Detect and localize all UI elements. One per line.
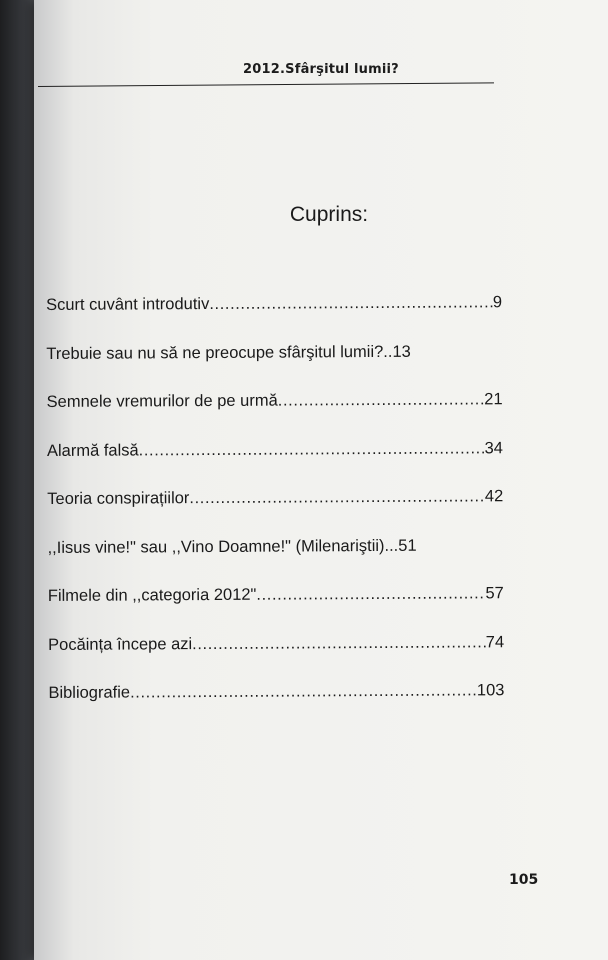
toc-entry — [47, 487, 503, 538]
toc-entry-title: Trebuie sau nu să ne preocupe sfârşitul lumii?.. — [46, 342, 393, 363]
toc-entry-page: 51 — [398, 536, 417, 555]
toc-entry-page: 21 — [484, 390, 503, 409]
toc-entry — [48, 633, 504, 684]
toc-leader-dots — [189, 487, 485, 508]
toc-entry-title: Bibliografie — [48, 683, 131, 702]
toc-entry-title: Teoria conspirațiilor — [47, 489, 190, 508]
toc-entry-page: 9 — [492, 293, 503, 312]
book-page — [34, 0, 608, 960]
toc-entry-title: Pocăința începe azi — [48, 634, 193, 654]
toc-entry — [46, 342, 502, 393]
toc-entry — [46, 293, 502, 344]
toc-title: Cuprins: — [289, 203, 369, 226]
toc-leader-dots — [209, 293, 493, 314]
toc-entry-title: Filmele din ,,categoria 2012" — [47, 585, 257, 605]
toc-entry-title: ,,Iisus vine!" sau ,,Vino Doamne!" (Milenariştii)... — [47, 536, 399, 557]
toc-entry-title: Alarmă falsă — [46, 440, 139, 460]
toc-entry-page: 74 — [485, 632, 505, 651]
toc-entry-page: 103 — [476, 681, 505, 700]
toc-entry — [48, 681, 504, 732]
toc-entry — [47, 439, 503, 490]
toc-entry — [48, 584, 504, 635]
toc-entry — [47, 390, 503, 441]
running-head: 2012.Sfârşitul lumii? — [243, 62, 399, 77]
page-number: 105 — [509, 872, 539, 888]
toc-leader-dots — [256, 584, 485, 604]
toc-entry — [47, 536, 503, 587]
table-of-contents — [46, 293, 505, 732]
header-rule — [38, 82, 494, 87]
toc-entry-page: 42 — [484, 487, 504, 506]
toc-leader-dots — [139, 439, 485, 460]
toc-entry-title: Scurt cuvânt introdutiv — [46, 295, 210, 314]
toc-entry-page: 13 — [392, 342, 411, 361]
toc-entry-title: Semnele vremurilor de pe urmă — [46, 391, 278, 411]
toc-entry-page: 57 — [485, 584, 504, 603]
toc-entry-page: 34 — [484, 438, 503, 457]
toc-leader-dots — [278, 390, 485, 410]
toc-leader-dots — [130, 681, 477, 702]
toc-leader-dots — [192, 633, 486, 654]
